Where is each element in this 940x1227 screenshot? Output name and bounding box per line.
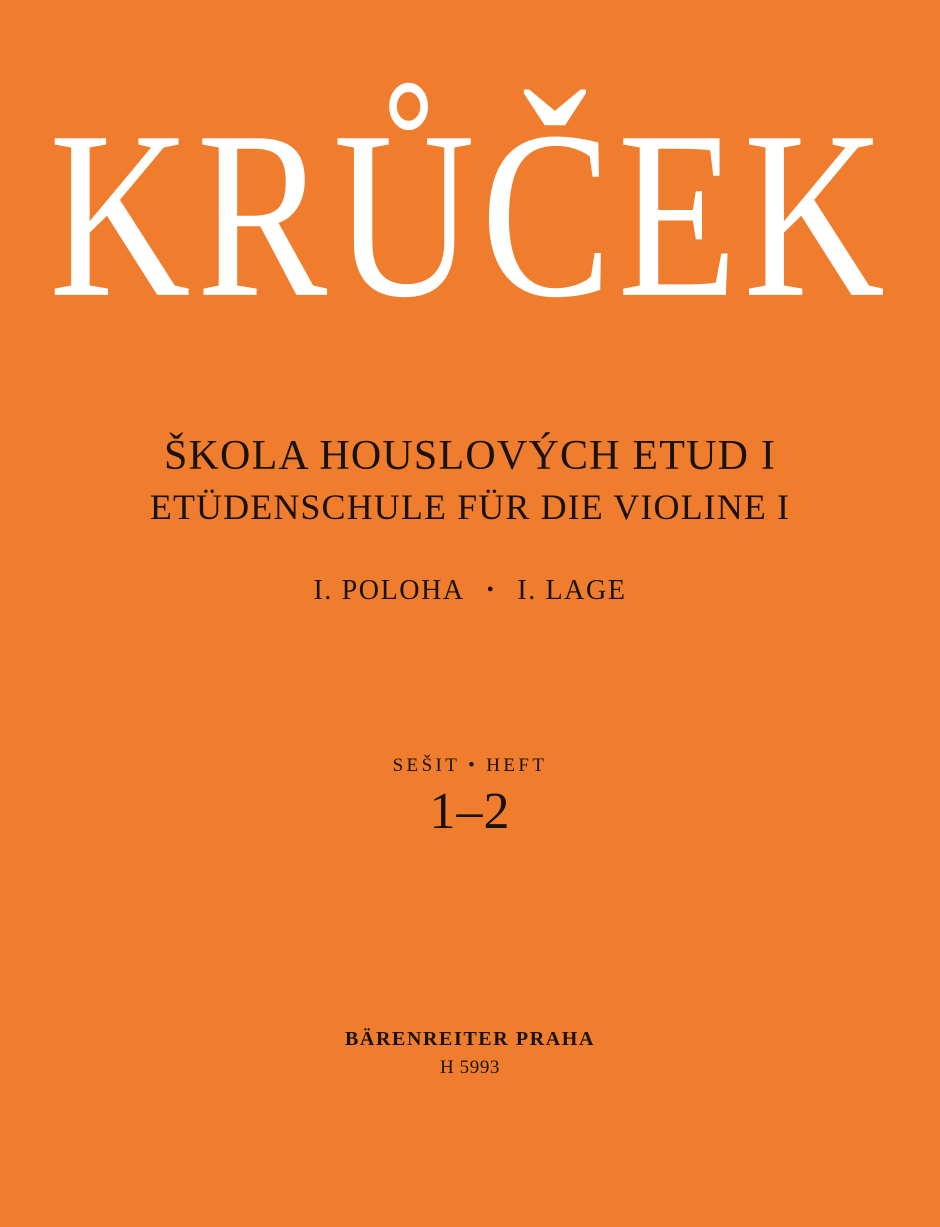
bullet-separator-icon: • — [486, 578, 496, 601]
title-block — [150, 432, 790, 529]
imprint-block — [0, 1028, 940, 1079]
composer-name: KRŮČEK — [49, 82, 891, 348]
title-german: ETÜDENSCHULE FÜR DIE VIOLINE I — [149, 486, 791, 527]
position-line — [313, 575, 626, 607]
plate-number: H 5993 — [439, 1057, 501, 1078]
position-german: I. LAGE — [517, 574, 627, 606]
volume-number: 1–2 — [429, 782, 511, 840]
volume-block — [393, 755, 548, 840]
position-czech: I. POLOHA — [313, 574, 465, 606]
title-czech: ŠKOLA HOUSLOVÝCH ETUD I — [163, 433, 777, 479]
volume-label: SEŠIT • HEFT — [392, 754, 548, 776]
publisher-name: BÄRENREITER PRAHA — [344, 1028, 595, 1050]
